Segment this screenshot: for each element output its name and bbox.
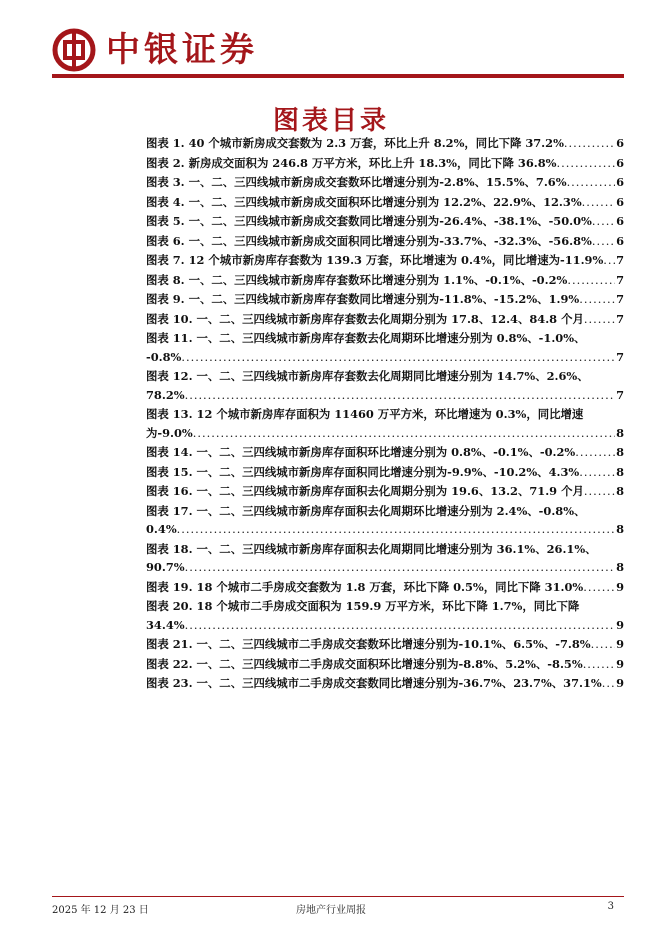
header-divider: [52, 74, 624, 78]
toc-entry[interactable]: [146, 193, 624, 212]
toc-entry-line: [146, 674, 624, 693]
toc-entry[interactable]: [146, 578, 624, 597]
toc-entry[interactable]: [146, 655, 624, 674]
toc-entry-page: 8: [616, 425, 624, 440]
toc-entry-page: 8: [616, 522, 624, 536]
dot-leader: [185, 386, 615, 405]
table-of-figures: [146, 134, 624, 694]
toc-entry-label: 34.4%: [146, 617, 185, 632]
dot-leader: [583, 578, 615, 597]
dot-leader: [575, 443, 615, 462]
brand-name: 中银证券: [106, 30, 258, 70]
page-header: [52, 22, 624, 82]
toc-entry[interactable]: [146, 290, 624, 309]
toc-entry-line: [146, 271, 624, 290]
toc-entry-label: 图表 19. 18 个城市二手房成交套数为 1.8 万套，环比下降 0.5%，同比下降 31.0%: [146, 579, 584, 594]
toc-entry-line: [146, 134, 624, 153]
toc-entry[interactable]: [146, 271, 624, 290]
toc-entry-line: [146, 348, 624, 367]
toc-entry-line: [146, 635, 624, 654]
dot-leader: [592, 232, 615, 251]
toc-entry-label: 图表 13. 12 个城市新房库存面积为 11460 万平方米，环比增速为 0.3%，同比增速: [146, 407, 584, 421]
dot-leader: [556, 154, 615, 173]
toc-entry-label: 图表 20. 18 个城市二手房成交面积为 159.9 万平方米，环比下降 1.7%，同比下降: [146, 599, 580, 613]
toc-entry[interactable]: [146, 310, 624, 329]
toc-entry-label: 图表 8. 一、二、三四线城市新房库存套数环比增速分别为 1.1%、-0.1%、-0.2%: [146, 272, 568, 287]
toc-entry-label: 0.4%: [146, 522, 177, 536]
dot-leader: [592, 212, 615, 231]
toc-entry-page: 7: [616, 272, 624, 287]
toc-entry-page: 8: [616, 445, 624, 459]
toc-entry-line: [146, 655, 624, 674]
toc-entry-line: [146, 386, 624, 405]
dot-leader: [579, 290, 615, 309]
toc-entry-line: [146, 502, 624, 521]
toc-entry[interactable]: [146, 212, 624, 231]
toc-entry-line: [146, 578, 624, 597]
toc-entry-label: 图表 21. 一、二、三四线城市二手房成交套数环比增速分别为-10.1%、6.5%、-7.8%: [146, 637, 591, 651]
toc-entry-page: 6: [616, 136, 624, 150]
dot-leader: [579, 463, 615, 482]
toc-entry-label: 图表 12. 一、二、三四线城市新房库存套数去化周期同比增速分别为 14.7%、2.6%、: [146, 369, 589, 383]
dot-leader: [185, 558, 615, 577]
dot-leader: [584, 482, 615, 501]
toc-entry-label: 为-9.0%: [146, 425, 193, 440]
toc-entry-line: [146, 193, 624, 212]
toc-entry-line: [146, 154, 624, 173]
dot-leader: [185, 616, 615, 635]
toc-entry-label: 图表 22. 一、二、三四线城市二手房成交面积环比增速分别为-8.8%、5.2%、-8.5%: [146, 656, 583, 671]
toc-entry[interactable]: [146, 443, 624, 462]
toc-entry-page: 6: [616, 233, 624, 248]
toc-entry-label: 图表 23. 一、二、三四线城市二手房成交套数同比增速分别为-36.7%、23.7%、37.1%: [146, 676, 602, 690]
toc-entry-line: [146, 212, 624, 231]
toc-entry-page: 8: [616, 464, 624, 479]
toc-entry-page: 8: [616, 484, 624, 498]
toc-entry-line: [146, 597, 624, 616]
toc-entry-page: 9: [616, 656, 624, 671]
bank-of-china-logo-icon: [52, 28, 96, 72]
toc-entry[interactable]: [146, 329, 624, 366]
footer-report-type: 房地产行业周报: [296, 905, 366, 916]
toc-entry[interactable]: [146, 154, 624, 173]
toc-entry[interactable]: [146, 367, 624, 404]
toc-entry[interactable]: [146, 251, 624, 270]
toc-entry-label: 图表 9. 一、二、三四线城市新房库存套数同比增速分别为-11.8%、-15.2%、1.9%: [146, 292, 580, 306]
toc-entry[interactable]: [146, 482, 624, 501]
toc-entry-label: 图表 5. 一、二、三四线城市新房成交套数同比增速分别为-26.4%、-38.1%、-50.0%: [146, 214, 592, 228]
toc-entry-label: 图表 2. 新房成交面积为 246.8 万平方米，环比上升 18.3%，同比下降 36.8%: [146, 155, 557, 170]
dot-leader: [193, 424, 615, 443]
dot-leader: [584, 310, 615, 329]
toc-entry-line: [146, 367, 624, 386]
toc-entry-label: 图表 17. 一、二、三四线城市新房库存面积去化周期环比增速分别为 2.4%、-0.8%、: [146, 503, 586, 518]
toc-entry-line: [146, 251, 624, 270]
toc-entry-line: [146, 232, 624, 251]
dot-leader: [602, 674, 615, 693]
toc-entry-page: 7: [616, 253, 624, 267]
toc-entry-label: 图表 6. 一、二、三四线城市新房成交面积同比增速分别为-33.7%、-32.3%、-56.8%: [146, 233, 592, 248]
toc-entry-page: 7: [616, 292, 624, 306]
toc-entry-label: 图表 15. 一、二、三四线城市新房库存面积同比增速分别为-9.9%、-10.2%、4.3%: [146, 464, 580, 479]
toc-entry[interactable]: [146, 502, 624, 539]
toc-entry-page: 7: [616, 387, 624, 402]
toc-entry[interactable]: [146, 597, 624, 634]
dot-leader: [591, 635, 615, 654]
toc-entry-line: [146, 310, 624, 329]
toc-entry-page: 6: [616, 175, 624, 189]
toc-entry-line: [146, 558, 624, 577]
toc-entry-line: [146, 329, 624, 348]
toc-entry-page: 8: [616, 560, 624, 574]
toc-entry-page: 9: [616, 617, 624, 632]
toc-entry-line: [146, 540, 624, 559]
dot-leader: [564, 134, 615, 153]
toc-entry-line: [146, 424, 624, 443]
toc-entry-page: 7: [616, 349, 624, 364]
toc-entry-label: 78.2%: [146, 387, 185, 402]
toc-entry-line: [146, 520, 624, 539]
toc-entry-label: 图表 10. 一、二、三四线城市新房库存套数去化周期分别为 17.8、12.4、84.8 个月: [146, 311, 584, 326]
footer-date: 2025 年 12 月 23 日: [52, 905, 149, 916]
toc-entry-label: 图表 16. 一、二、三四线城市新房库存面积去化周期分别为 19.6、13.2、71.9 个月: [146, 484, 584, 498]
toc-entry-line: [146, 290, 624, 309]
toc-entry[interactable]: [146, 463, 624, 482]
page-title: 图表目录: [272, 106, 389, 136]
dot-leader: [567, 173, 616, 192]
toc-entry-page: 9: [616, 637, 624, 651]
dot-leader: [181, 348, 615, 367]
toc-entry[interactable]: [146, 134, 624, 153]
toc-entry-label: 图表 11. 一、二、三四线城市新房库存套数去化周期环比增速分别为 0.8%、-1.0%、: [146, 331, 586, 345]
toc-entry[interactable]: [146, 232, 624, 251]
toc-entry-page: 6: [616, 194, 624, 209]
toc-entry-line: [146, 616, 624, 635]
dot-leader: [177, 520, 615, 539]
toc-entry-line: [146, 443, 624, 462]
toc-entry[interactable]: [146, 540, 624, 577]
toc-entry-page: 7: [616, 311, 624, 326]
dot-leader: [582, 193, 615, 212]
toc-entry-page: 9: [616, 579, 624, 594]
toc-entry-line: [146, 405, 624, 424]
dot-leader: [567, 271, 615, 290]
toc-entry[interactable]: [146, 674, 624, 693]
toc-entry-label: 90.7%: [146, 560, 185, 574]
toc-entry[interactable]: [146, 405, 624, 442]
footer-page-number: 3: [607, 901, 614, 912]
toc-entry-page: 9: [616, 676, 624, 690]
toc-entry-line: [146, 173, 624, 192]
toc-entry-label: 图表 18. 一、二、三四线城市新房库存面积去化周期同比增速分别为 36.1%、26.1%、: [146, 541, 597, 556]
toc-entry-label: -0.8%: [146, 349, 182, 364]
toc-entry[interactable]: [146, 635, 624, 654]
toc-entry[interactable]: [146, 173, 624, 192]
toc-entry-line: [146, 482, 624, 501]
toc-entry-line: [146, 463, 624, 482]
toc-entry-label: 图表 14. 一、二、三四线城市新房库存面积环比增速分别为 0.8%、-0.1%、-0.2%: [146, 445, 576, 459]
toc-entry-label: 图表 1. 40 个城市新房成交套数为 2.3 万套，环比上升 8.2%，同比下降 37.2%: [146, 136, 564, 150]
toc-entry-page: 6: [616, 155, 624, 170]
toc-entry-label: 图表 3. 一、二、三四线城市新房成交套数环比增速分别为-2.8%、15.5%、7.6%: [146, 175, 567, 189]
toc-entry-page: 6: [616, 214, 624, 228]
footer-divider: [52, 896, 624, 897]
dot-leader: [603, 251, 615, 270]
dot-leader: [583, 655, 615, 674]
toc-entry-label: 图表 4. 一、二、三四线城市新房成交面积环比增速分别为 12.2%、22.9%、12.3%: [146, 194, 582, 209]
toc-entry-label: 图表 7. 12 个城市新房库存套数为 139.3 万套，环比增速为 0.4%，同比增速为-11.9%: [146, 253, 604, 267]
